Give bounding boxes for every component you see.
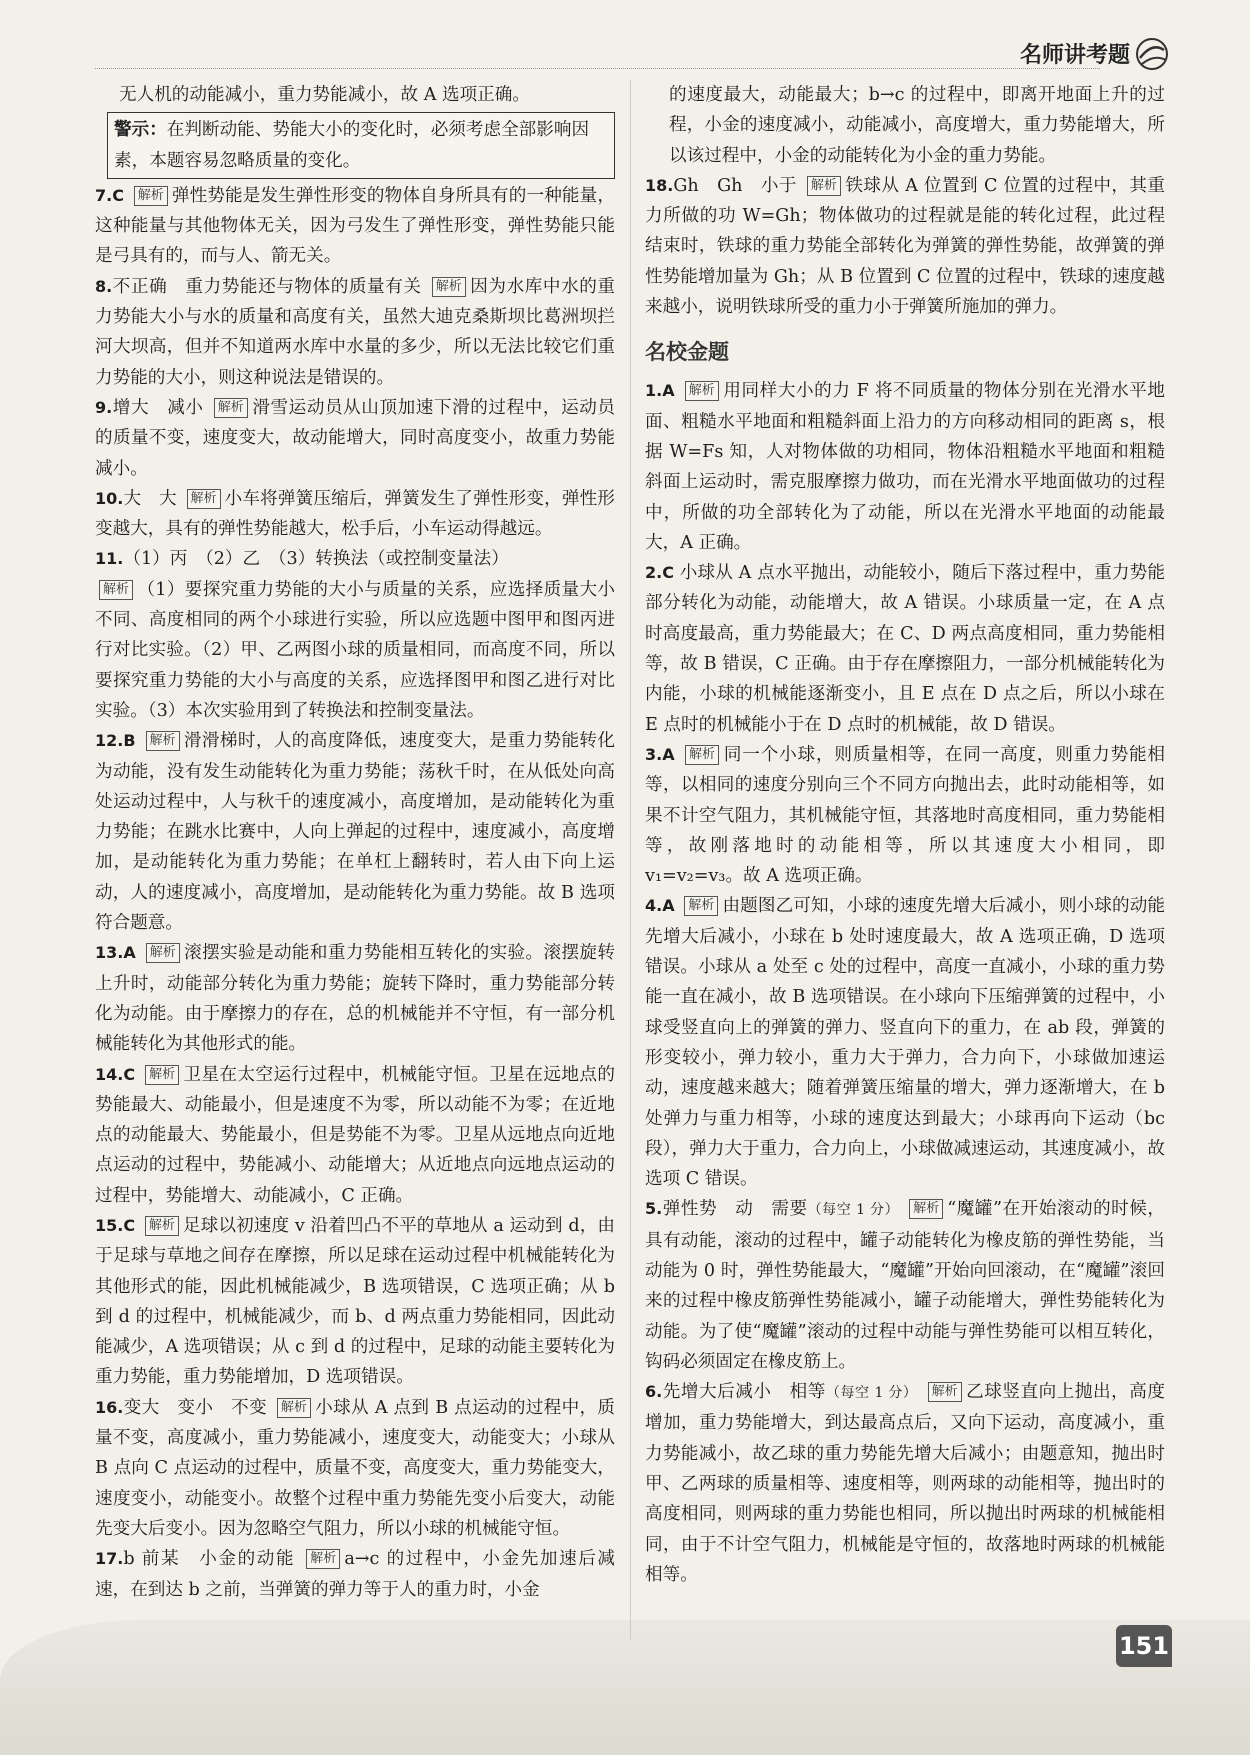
answer-item-7: 7.C 解析 弹性势能是发生弹性形变的物体自身所具有的一种能量，这种能量与其他物体无关，因为弓发生了弹性形变，弹性势能只能是弓具有的，而与人、箭无关。 [95, 185, 615, 267]
right-column [645, 80, 1165, 1590]
left-column [95, 80, 615, 1605]
analysis-tag: 解析 [685, 381, 719, 401]
answer-item-r2: 2.C 小球从 A 点水平抛出，动能较小，随后下落过程中，重力势能部分转化为动能，动能增大，故 A 错误。小球质量一定，在 A 点时高度最高，重力势能最大；在 C、D 两点高度相同，重力势能相等，故 B 错误，C 正确。由于存在摩擦阻力，一部分机械能转化为内能，小球的机械能逐渐变小，且 E 点在 D 点之后，所以小球在 E 点时的机械能小于在 D 点时的机械能，故 D 错误。 [645, 563, 1165, 735]
warning-label: 警示： [114, 120, 167, 141]
footer-band [0, 1620, 1250, 1755]
header-rule [95, 68, 1100, 69]
answer-item-11: 11.（1）丙 （2）乙 （3）转换法（或控制变量法） 解析 （1）要探究重力势能的大小与质量的关系，应选择质量大小不同、高度相同的两个小球进行实验，所以应选题中图甲和图丙进行对比实验。（2）甲、乙两图小球的质量相同，而高度不同，所以要探究重力势能的大小与高度的关系，应选择图甲和图乙进行对比实验。（3）本次实验用到了转换法和控制变量法。 [95, 549, 615, 721]
answer-item-12: 12.B 解析 滑滑梯时，人的高度降低，速度变大，是重力势能转化为动能，没有发生动能转化为重力势能；荡秋千时，在从低处向高处运动过程中，人与秋千的速度减小，高度增加，是动能转化为重力势能；在跳水比赛中，人向上弹起的过程中，速度减小，高度增加，是动能转化为重力势能；在单杠上翻转时，若人由下向上运动，人的速度减小，高度增加，是动能转化为重力势能。故 B 选项符合题意。 [95, 731, 615, 934]
answer-item-15: 15.C 解析 足球以初速度 v 沿着凹凸不平的草地从 a 运动到 d，由于足球与草地之间存在摩擦，所以足球在运动过程中机械能转化为其他形式的能，因此机械能减少，B 选项错误，C 选项正确；从 b 到 d 的过程中，机械能减少，而 b、d 两点重力势能相同，因此动能减少，A 选项错误；从 c 到 d 的过程中，足球的动能主要转化为重力势能，重力势能增加，D 选项错误。 [95, 1215, 616, 1388]
answer-item-18: 18.Gh Gh 小于 解析 铁球从 A 位置到 C 位置的过程中，其重力所做的功 W=Gh；物体做功的过程就是能的转化过程，此过程结束时，铁球的重力势能全部转化为弹簧的弹性势能，故弹簧的弹性势能增加量为 Gh；从 B 位置到 C 位置的过程中，铁球的速度越来越小，说明铁球所受的重力小于弹簧所施加的弹力。 [645, 175, 1165, 318]
analysis-tag: 解析 [146, 943, 180, 963]
answer-item-r3: 3.A 解析 同一个小球，则质量相等，在同一高度，则重力势能相等，以相同的速度分别向三个不同方向抛出去，此时动能相等，如果不计空气阻力，其机械能守恒，其落地时高度相同，重力势能相等，故刚落地时的动能相等，所以其速度大小相同，即 v₁=v₂=v₃。故 A 选项正确。 [645, 744, 1165, 887]
answer-item-10: 10.大 大 解析 小车将弹簧压缩后，弹簧发生了弹性形变，弹性形变越大，具有的弹性势能越大，松手后，小车运动得越远。 [95, 488, 615, 540]
brand-logo-icon [1132, 36, 1172, 72]
score-note: （每空 1 分） [825, 1385, 918, 1402]
warning-box [107, 112, 615, 179]
analysis-tag: 解析 [146, 731, 180, 751]
analysis-tag: 解析 [214, 398, 248, 418]
analysis-tag: 解析 [145, 1065, 179, 1085]
analysis-tag: 解析 [432, 277, 466, 297]
page-number: 151 [1116, 1625, 1172, 1667]
answer-item-r6: 6.先增大后减小 相等（每空 1 分） 解析 乙球竖直向上抛出，高度增加，重力势能增大，到达最高点后，又向下运动，高度减小，重力势能减小，故乙球的重力势能先增大后减小；由题意知，抛出时甲、乙两球的质量相等、速度相等，则两球的动能相等，抛出时的高度相同，则两球的重力势能也相同，所以抛出时两球的机械能相同，由于不计空气阻力，机械能是守恒的，故落地时两球的机械能相等。 [645, 1382, 1166, 1585]
analysis-tag: 解析 [187, 489, 221, 509]
score-note: （每空 1 分） [807, 1202, 900, 1219]
answer-item-8: 8.不正确 重力势能还与物体的质量有关 解析 因为水库中水的重力势能大小与水的质量和高度有关，虽然大迪克桑斯坝比葛洲坝拦河大坝高，但并不知道两水库中水量的多少，所以无法比较它们重力势能的大小，则这种说法是错误的。 [95, 276, 615, 388]
header-title: 名师讲考题 [1019, 43, 1130, 68]
analysis-tag: 解析 [807, 176, 841, 196]
answer-item-16: 16.变大 变小 不变 解析 小球从 A 点到 B 点运动的过程中，质量不变，高度减小，重力势能减小，速度变大，动能变大；小球从 B 点向 C 点运动的过程中，质量不变，高度变大，重力势能变大，速度变小，动能变小。故整个过程中重力势能先变小后变大，动能先变大后变小。因为忽略空气阻力，所以小球的机械能守恒。 [95, 1397, 615, 1539]
analysis-tag: 解析 [99, 580, 133, 600]
analysis-tag: 解析 [928, 1382, 962, 1402]
column-divider [630, 80, 631, 1640]
intro-text: 无人机的动能减小，重力势能减小，故 A 选项正确。 [119, 85, 530, 105]
answer-item-14: 14.C 解析 卫星在太空运行过程中，机械能守恒。卫星在远地点的势能最大、动能最小，但是速度不为零，所以动能不为零；在近地点的动能最大、势能最小，但是势能不为零。卫星从远地点向近地点运动的过程中，势能减小、动能增大；从近地点向远地点运动的过程中，势能增大、动能减小，C 正确。 [95, 1064, 615, 1206]
analysis-tag: 解析 [306, 1549, 340, 1569]
answer-item-r1: 1.A 解析 用同样大小的力 F 将不同质量的物体分别在光滑水平地面、粗糙水平地面和粗糙斜面上沿力的方向移动相同的距离 s，根据 W=Fs 知，人对物体做的功相同，物体沿粗糙水平地面和粗糙斜面上运动时，需克服摩擦力做功，而在光滑水平地面做功的过程中，所做的功全部转化为了动能，所以在光滑水平地面的动能最大，A 正确。 [645, 381, 1166, 553]
answer-item-r4: 4.A 解析 由题图乙可知，小球的速度先增大后减小，则小球的动能先增大后减小，小球在 b 处时速度最大，故 A 选项正确，D 选项错误。小球从 a 处至 c 处的过程中，高度一直减小，小球的重力势能一直在减小，故 B 选项错误。在小球向下压缩弹簧的过程中，小球受竖直向上的弹簧的弹力、竖直向下的重力，在 ab 段，弹簧的形变较小，弹力较小，重力大于弹力，合力向下，小球做加速运动，速度越来越大；随着弹簧压缩量的增大，弹力逐渐增大，在 b 处弹力与重力相等，小球的速度达到最大；小球再向下运动（bc 段），弹力大于重力，合力向上，小球做减速运动，其速度减小，故选项 C 错误。 [645, 896, 1165, 1190]
analysis-tag: 解析 [685, 745, 719, 765]
analysis-tag: 解析 [277, 1398, 311, 1418]
answer-item-13: 13.A 解析 滚摆实验是动能和重力势能相互转化的实验。滚摆旋转上升时，动能部分转化为重力势能；旋转下降时，重力势能部分转化为动能。由于摩擦力的存在，总的机械能并不守恒，有一部分机械能转化为其他形式的能。 [95, 943, 615, 1055]
item-17-continuation: 的速度最大，动能最大；b→c 的过程中，即离开地面上升的过程，小金的速度减小，动能减小，高度增大，重力势能增大，所以该过程中，小金的动能转化为小金的重力势能。 [669, 85, 1165, 166]
section-title: 名校金题 [645, 340, 729, 365]
analysis-tag: 解析 [134, 186, 168, 206]
answer-item-17: 17.b 前某 小金的动能 解析 a→c 的过程中，小金先加速后减速，在到达 b 之前，当弹簧的弹力等于人的重力时，小金 [95, 1549, 616, 1600]
answer-item-9: 9.增大 减小 解析 滑雪运动员从山顶加速下滑的过程中，运动员的质量不变，速度变大，故动能增大，同时高度变小，故重力势能减小。 [95, 397, 615, 479]
analysis-tag: 解析 [145, 1216, 179, 1236]
analysis-tag: 解析 [684, 896, 718, 916]
analysis-tag: 解析 [909, 1199, 943, 1219]
answer-item-r5: 5.弹性势 动 需要（每空 1 分） 解析 “魔罐”在开始滚动的时候，具有动能，滚动的过程中，罐子动能转化为橡皮筋的弹性势能，当动能为 0 时，弹性势能最大，“魔罐”开始向回滚动，在“魔罐”滚回来的过程中橡皮筋弹性势能减小，罐子动能增大，弹性势能转化为动能。为了使“魔罐”滚动的过程中动能与弹性势能可以相互转化，钩码必须固定在橡皮筋上。 [645, 1199, 1166, 1372]
warning-text: 在判断动能、势能大小的变化时，必须考虑全部影响因素，本题容易忽略质量的变化。 [114, 120, 590, 171]
